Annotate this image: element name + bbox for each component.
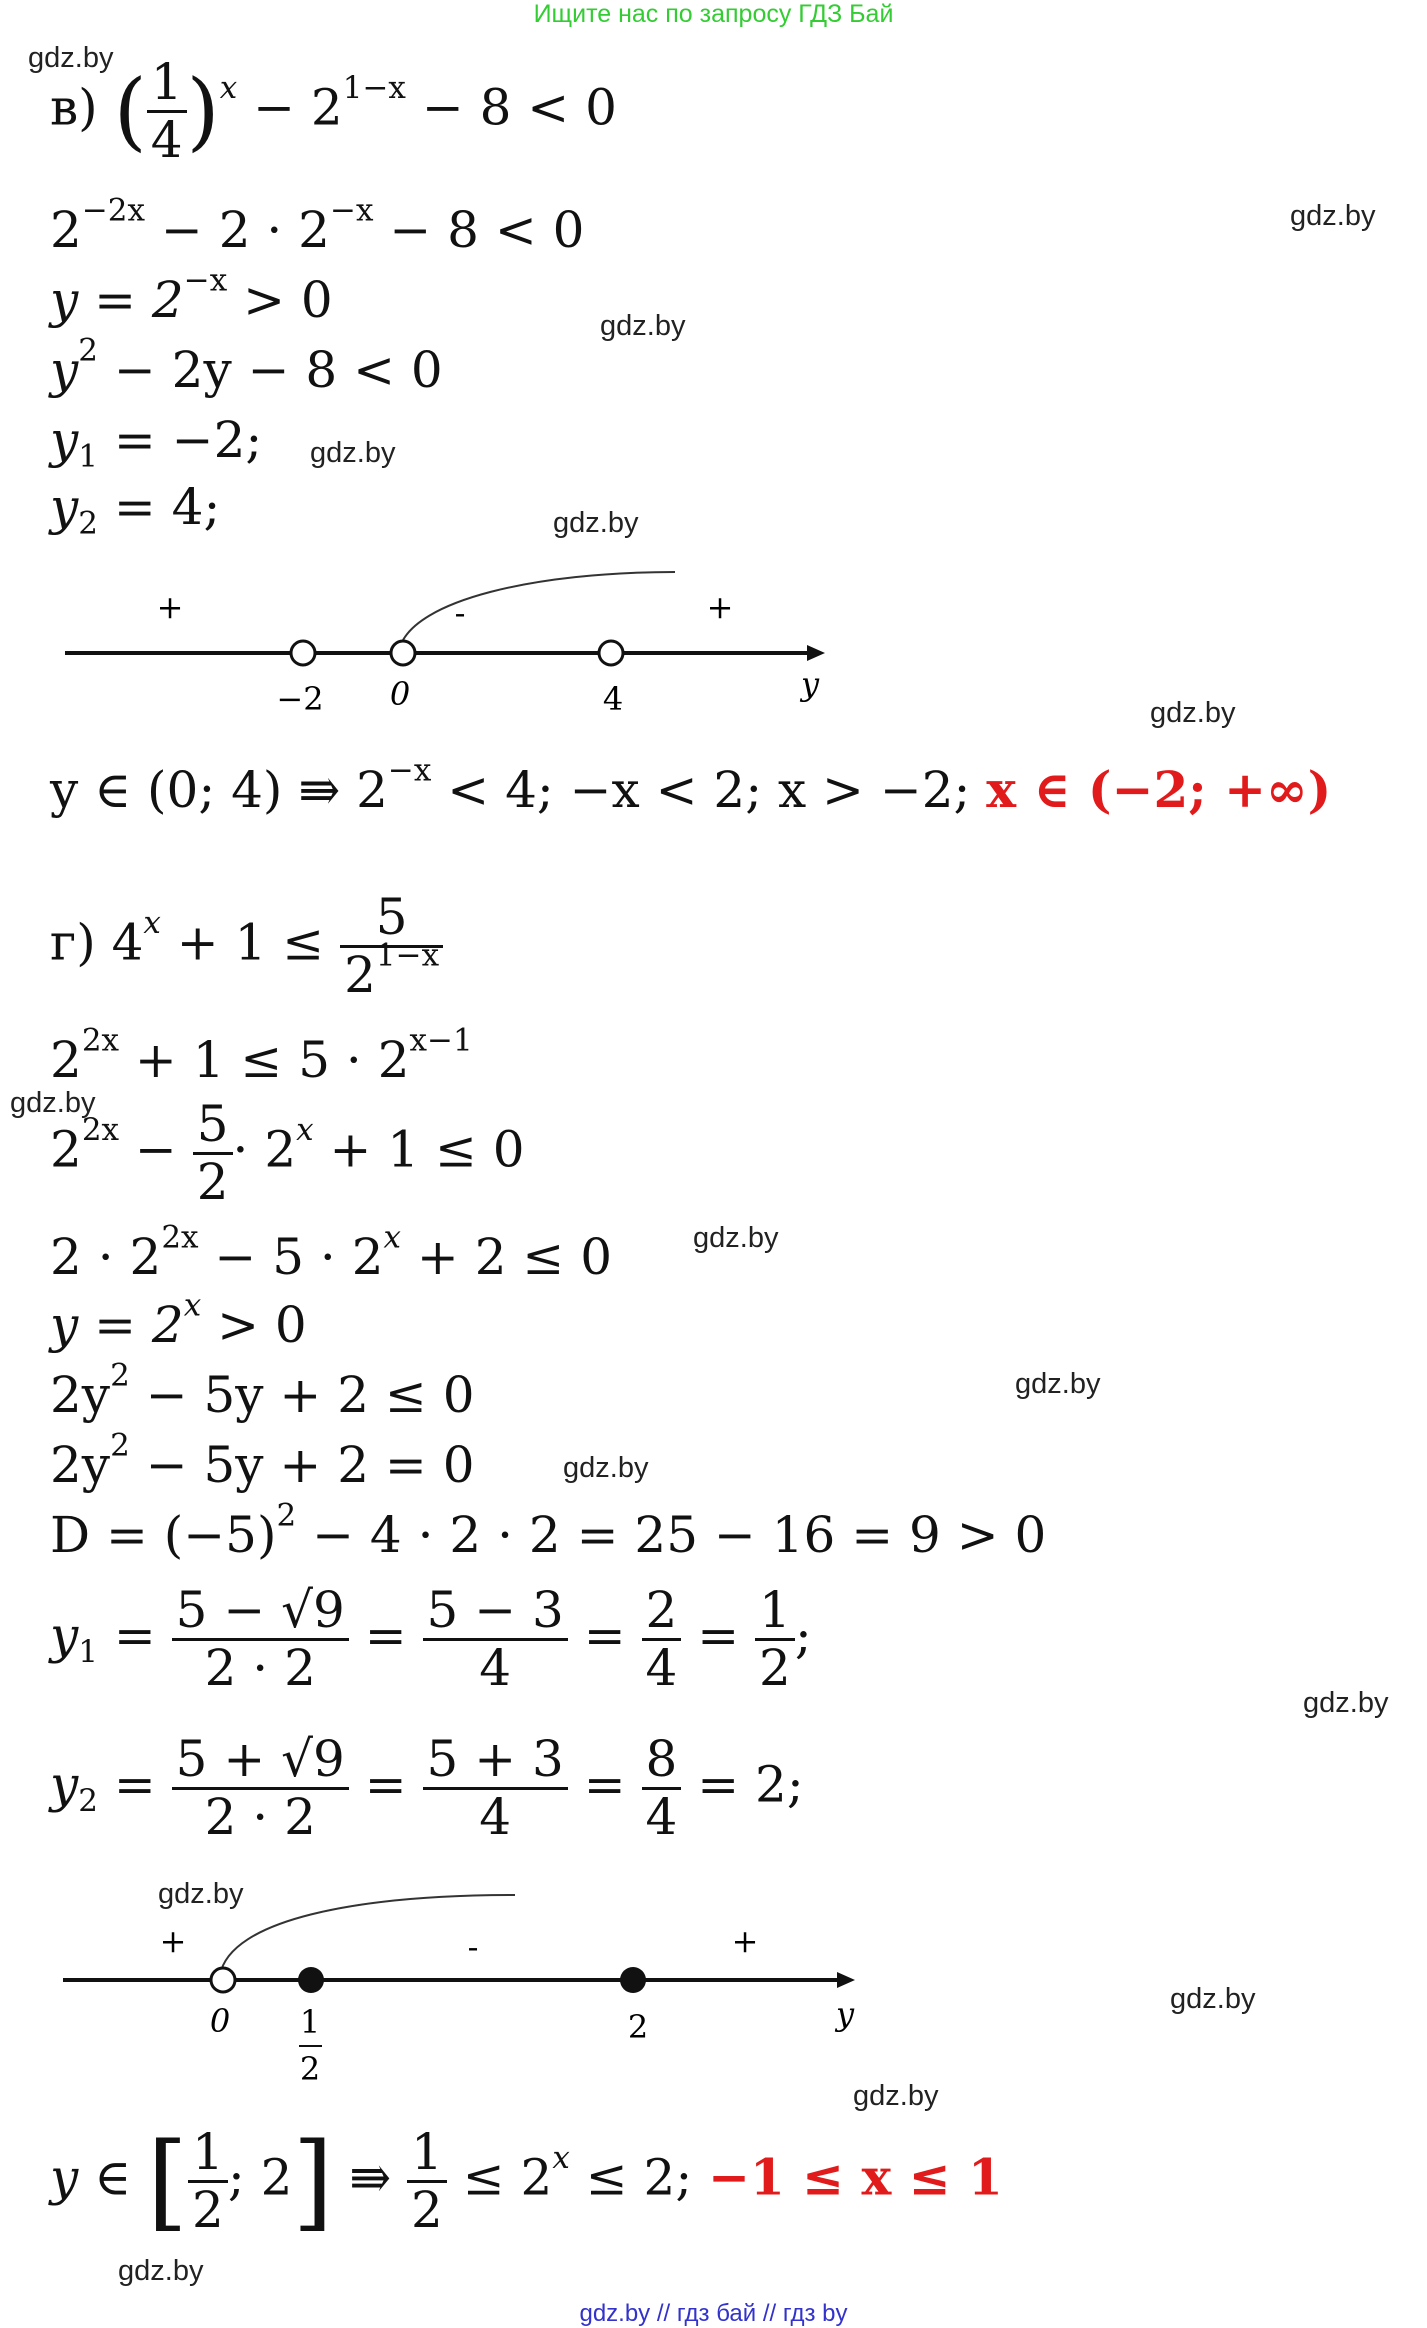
open-point-0 — [211, 1968, 235, 1992]
sign-plus-right: + — [731, 1922, 759, 1960]
watermark: gdz.by — [158, 1878, 244, 1910]
watermark: gdz.by — [1015, 1368, 1101, 1400]
tick-label-half-den: 2 — [299, 2050, 321, 2088]
number-line-v — [55, 560, 855, 730]
part-g-line7: $2y^2 - 5y + 2 = 0$ — [50, 1427, 475, 1494]
watermark: gdz.by — [1303, 1687, 1389, 1719]
tick-label-0: 0 — [209, 2002, 231, 2040]
watermark: gdz.by — [1170, 1983, 1256, 2015]
footer-links[interactable]: gdz.by // гдз бай // гдз by — [579, 2300, 848, 2327]
part-v-line4: $y^2 - 2y - 8 < 0$ — [50, 332, 443, 399]
tick-label-2: 2 — [627, 2008, 649, 2046]
part-g-y2: $y_2$ = $\frac{5 + √9}{2 \cdot 2}$ = $\frac{5 + 3}{4}$ = $\frac{8}{4}$ = 2; — [50, 1730, 804, 1846]
part-v-line6: $y_2 = 4$; — [50, 478, 221, 542]
watermark: gdz.by — [600, 310, 686, 342]
axis-arrow — [807, 645, 825, 661]
answer-v: x ∈ (−2; +∞) — [986, 760, 1332, 819]
watermark: gdz.by — [1290, 200, 1376, 232]
open-point-4 — [599, 641, 623, 665]
sign-minus: - — [467, 1928, 479, 1966]
watermark: gdz.by — [1150, 697, 1236, 729]
tick-label-4: 4 — [602, 680, 624, 718]
tick-label-0: 0 — [389, 675, 411, 713]
part-label: г) — [50, 913, 96, 972]
part-g-line8: $D = (-5)^2 - 4 \cdot 2 \cdot 2 = 25 - 16 = 9 > 0$ — [50, 1497, 1047, 1564]
closed-point-half — [298, 1967, 324, 1993]
search-hint-banner[interactable]: Ищите нас по запросу ГДЗ Бай — [533, 0, 894, 28]
watermark: gdz.by — [853, 2080, 939, 2112]
watermark: gdz.by — [310, 437, 396, 469]
part-g-line6: $2y^2 - 5y + 2 \le 0$ — [50, 1357, 475, 1424]
sign-plus-left: + — [159, 1922, 187, 1960]
watermark: gdz.by — [693, 1222, 779, 1254]
part-g-line4: $2 \cdot 2^{2x} - 5 \cdot 2^x + 2 \le 0$ — [50, 1219, 613, 1286]
answer-g: −1 ≤ x ≤ 1 — [708, 2147, 1003, 2207]
watermark: gdz.by — [28, 42, 114, 74]
open-point-0 — [391, 641, 415, 665]
part-g-line2: $2^{2x} + 1 \le 5 \cdot 2^{x-1}$ — [50, 1022, 473, 1089]
sign-arc — [400, 572, 675, 647]
part-g-result: y ∈ [ $\frac{1}{2}$ ; 2] ⇛ $\frac{1}{2}$ ≤ $2^x \le 2$; −1 ≤ x ≤ 1 — [50, 2120, 1003, 2242]
part-v-line2: $2^{-2x} - 2 \cdot 2^{-x} - 8 < 0$ — [50, 192, 585, 259]
part-v-result: y ∈ (0; 4) ⇛ $2^{-x} < 4$; −x < 2; x > −2; x ∈ (−2; +∞) — [50, 752, 1332, 819]
closed-point-2 — [620, 1967, 646, 1993]
part-g-y1: $y_1$ = $\frac{5 - √9}{2 \cdot 2}$ = $\frac{5 - 3}{4}$ = $\frac{2}{4}$ = $\frac{1}{2}$ ; — [50, 1581, 812, 1697]
axis-var-label: y — [835, 1995, 855, 2033]
axis-var-label: y — [800, 665, 820, 703]
part-g-line1: г) $4^x + 1$ ≤ $\frac{5}{2^{1-x}}$ — [50, 890, 443, 1003]
watermark: gdz.by — [553, 507, 639, 539]
watermark: gdz.by — [563, 1452, 649, 1484]
tick-label-minus2: −2 — [276, 680, 324, 718]
part-v-line5: $y_1 = -2$; — [50, 411, 263, 475]
number-line-g — [55, 1880, 885, 2110]
part-v-line3: $y = 2^{-x} > 0$ — [50, 262, 333, 329]
open-point-minus2 — [291, 641, 315, 665]
part-g-line3: $2^{2x}$ − $\frac{5}{2}$ · $2^x + 1 \le 0$ — [50, 1095, 525, 1211]
tick-label-half-num: 1 — [299, 2003, 321, 2041]
part-g-line5: $y = 2^x > 0$ — [50, 1287, 307, 1354]
sign-plus-right: + — [706, 588, 734, 626]
part-label: в) — [50, 78, 98, 137]
watermark: gdz.by — [10, 1087, 96, 1119]
axis-arrow — [837, 1972, 855, 1988]
sign-minus: - — [454, 594, 466, 632]
watermark: gdz.by — [118, 2255, 204, 2287]
part-v-line1: в) ( $\frac{1}{4}$ )$^x - 2^{1-x} - 8 < 0$ — [50, 53, 617, 169]
sign-plus-left: + — [156, 588, 184, 626]
